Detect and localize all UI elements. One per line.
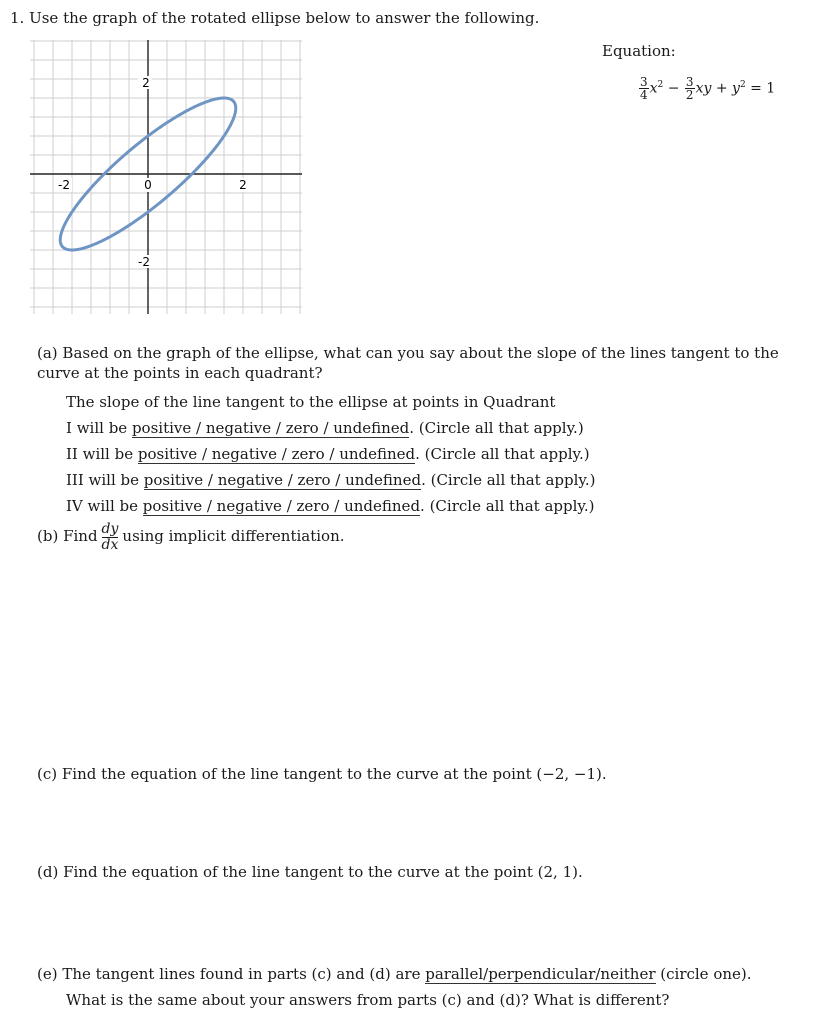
equation: $\frac{3}{4}$ $x^2$ − $\frac{3}{2}$ xy + $y^2 = 1$	[640, 75, 776, 102]
part-d-question: (d) Find the equation of the line tangent to the curve at the point (2, 1).	[37, 863, 583, 881]
slope-choices: positive / negative / zero / undefined	[143, 471, 422, 489]
tick-label-origin: 0	[144, 178, 152, 192]
part-a-question: (a) Based on the graph of the ellipse, what can you say about the slope of the lines tangent to the curve at the points in each quadrant?	[37, 344, 779, 382]
coef-3-2: $\frac{3}{2}$	[685, 75, 694, 102]
part-a-quadrants	[66, 389, 596, 519]
part-c-question: (c) Find the equation of the line tangent to the curve at the point (−2, −1).	[37, 765, 607, 783]
ellipse-graph	[30, 40, 302, 314]
tick-label-x-neg2: -2	[58, 178, 70, 192]
slope-choices: positive / negative / zero / undefined	[137, 445, 416, 463]
coef-3-4: $\frac{3}{4}$	[640, 75, 648, 102]
part-a-intro: The slope of the line tangent to the ellipse at points in Quadrant	[66, 393, 556, 411]
part-e-question: (e) The tangent lines found in parts (c) and (d) are parallel/perpendicular/neither (circle one). What is the same about your answers from parts (c) and (d)? What is different?	[37, 965, 752, 1009]
equation-label: Equation:	[602, 42, 676, 60]
tick-label-y-pos2: 2	[142, 76, 150, 90]
quadrant-row: I will be positive / negative / zero / undefined. (Circle all that apply.)	[66, 419, 584, 437]
tick-label-x-pos2: 2	[239, 178, 247, 192]
slope-choices: positive / negative / zero / undefined	[142, 497, 421, 515]
slope-choices: positive / negative / zero / undefined	[131, 419, 410, 437]
parallel-choices: parallel/perpendicular/neither	[425, 965, 656, 983]
problem-title: 1. Use the graph of the rotated ellipse below to answer the following.	[10, 9, 540, 27]
tick-label-y-neg2: -2	[138, 255, 150, 269]
grid-lines	[30, 40, 302, 314]
quadrant-row: IV will be positive / negative / zero / undefined. (Circle all that apply.)	[66, 497, 595, 515]
quadrant-row: II will be positive / negative / zero / undefined. (Circle all that apply.)	[66, 445, 590, 463]
quadrant-row: III will be positive / negative / zero / undefined. (Circle all that apply.)	[66, 471, 596, 489]
dy-dx-fraction: $\frac{dy}{dx}$	[101, 521, 119, 553]
part-b-question: (b) Find $\frac{dy}{dx}$ using implicit differentiation.	[37, 521, 345, 553]
